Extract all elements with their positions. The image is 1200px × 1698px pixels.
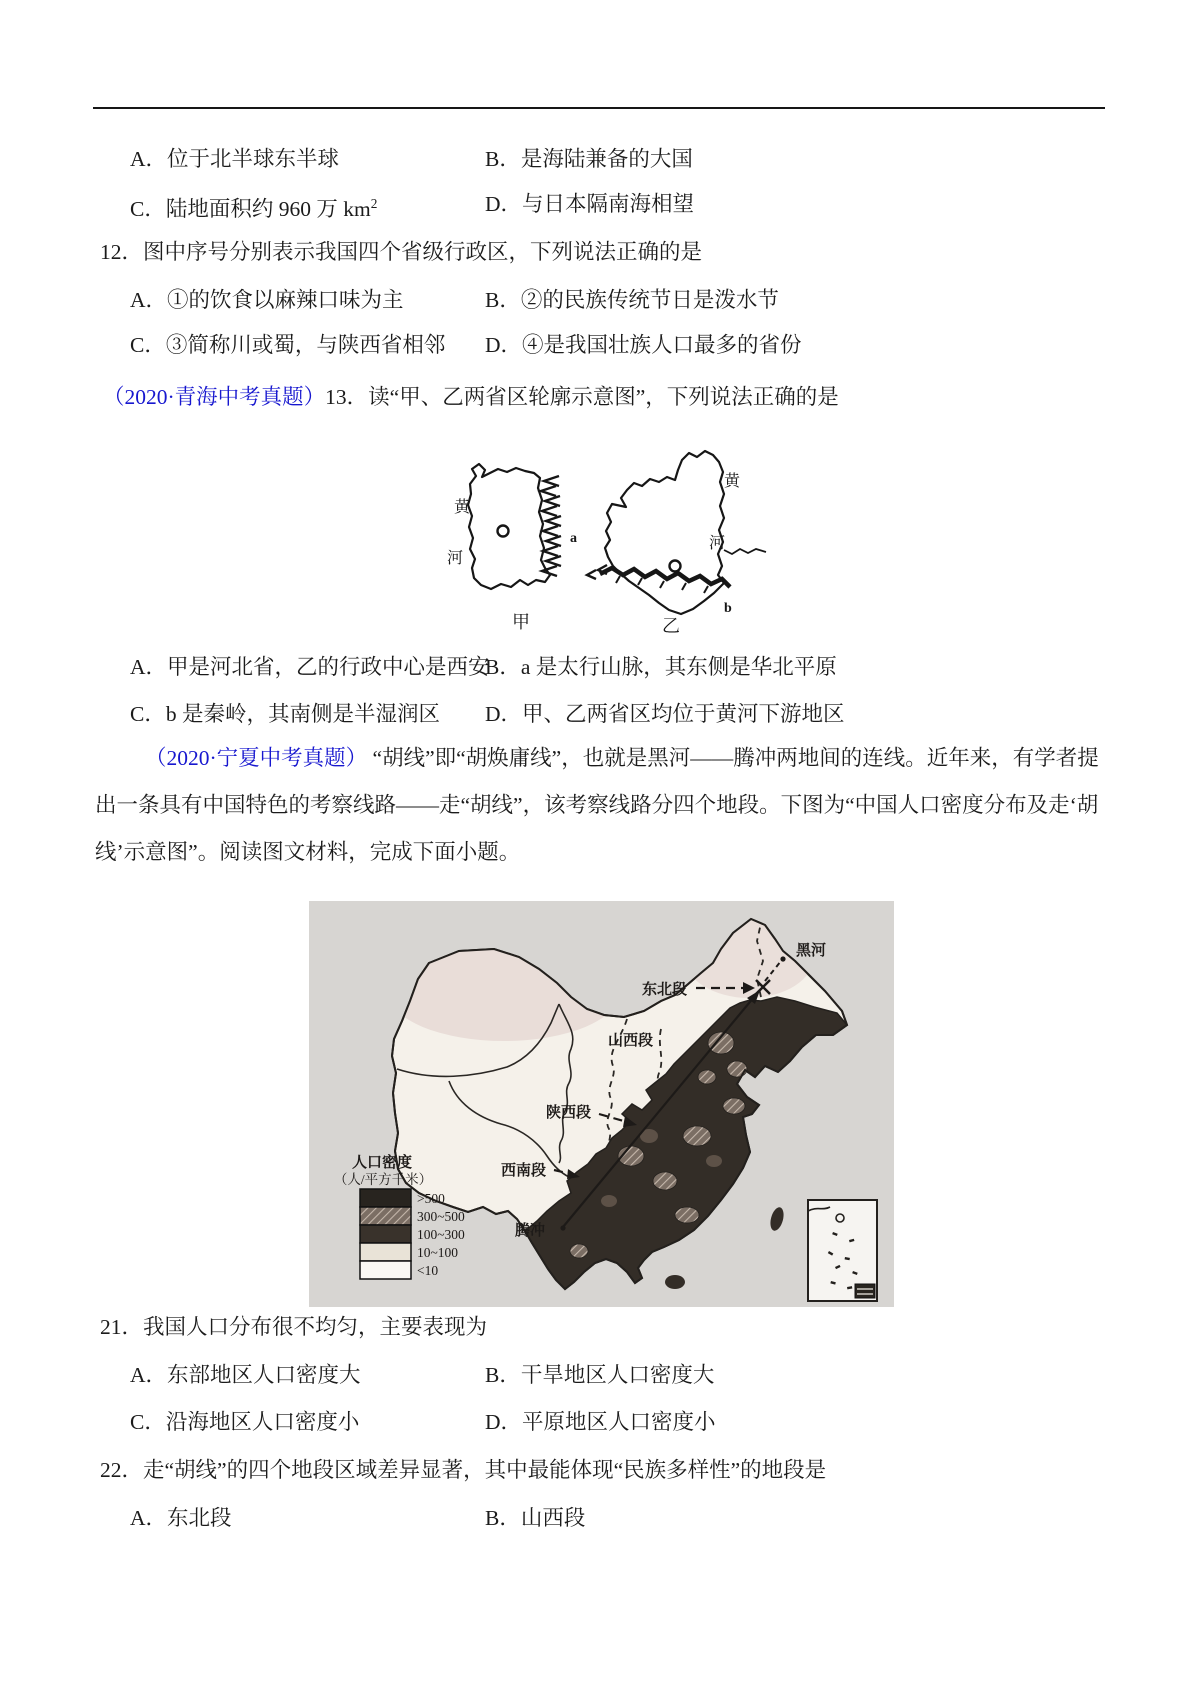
q13-source-tag: （2020·青海中考真题） [103, 385, 326, 409]
legend-label-gt500: >500 [417, 1191, 445, 1206]
legend-label-300-500: 300~500 [417, 1209, 465, 1224]
q12-option-c: C．③简称川或蜀，与陕西省相邻 [130, 333, 446, 357]
shanxiduan-label: 山西段 [608, 1033, 654, 1049]
legend-label-lt10: <10 [417, 1263, 439, 1278]
map1-yi-label: 乙 [662, 616, 680, 636]
south-china-sea-inset [808, 1200, 877, 1301]
legend-swatch-100-300 [360, 1225, 411, 1243]
top-divider-line [93, 107, 1105, 109]
legend-label-100-300: 100~300 [417, 1227, 465, 1242]
q11-option-a: A．位于北半球东半球 [130, 147, 340, 171]
q11-option-c-sup: 2 [370, 196, 378, 211]
q13-option-b: B．a 是太行山脉，其东侧是华北平原 [485, 655, 837, 679]
q12-option-b: B．②的民族传统节日是泼水节 [485, 288, 779, 312]
province-jia-capital-dot [498, 526, 509, 537]
q12-stem: 12．图中序号分别表示我国四个省级行政区，下列说法正确的是 [100, 240, 703, 264]
china-population-density-map [309, 901, 894, 1312]
heihe-city-dot [780, 956, 785, 961]
passage-line2: 出一条具有中国特色的考察线路——走“胡线”，该考察线路分四个地段。下图为“中国人口密度分布及走‘胡 [95, 793, 1099, 817]
q21-stem: 21．我国人口分布很不均匀，主要表现为 [100, 1315, 488, 1339]
map1-huang-left-label: 黄 [454, 499, 471, 516]
legend-label-10-100: 10~100 [417, 1245, 459, 1260]
province-jia-outline [468, 464, 550, 589]
q22-option-a: A．东北段 [130, 1506, 232, 1530]
q22-option-b: B．山西段 [485, 1506, 586, 1530]
tengchong-label: 腾冲 [515, 1223, 546, 1239]
province-outline-map [380, 420, 800, 665]
legend-swatch-lt10 [360, 1261, 411, 1279]
passage-line3: 线’示意图”。阅读图文材料，完成下面小题。 [95, 840, 521, 864]
map1-he-right-label: 河 [709, 535, 726, 552]
tengchong-city-dot [560, 1225, 565, 1230]
legend-swatch-10-100 [360, 1243, 411, 1261]
q11-option-c [130, 191, 377, 222]
legend-title: 人口密度 [351, 1155, 413, 1171]
q21-option-d: D．平原地区人口密度小 [485, 1410, 716, 1434]
passage-line1 [145, 745, 1099, 771]
q22-stem: 22．走“胡线”的四个地段区域差异显著，其中最能体现“民族多样性”的地段是 [100, 1458, 827, 1482]
q13-option-d: D．甲、乙两省区均位于黄河下游地区 [485, 702, 845, 726]
xinanduan-label: 西南段 [501, 1163, 547, 1179]
shaanxiduan-label: 陕西段 [546, 1105, 592, 1121]
legend-subtitle: （人/平方千米） [333, 1172, 433, 1187]
q21-option-c: C．沿海地区人口密度小 [130, 1410, 360, 1434]
q11-option-c-text: C．陆地面积约 960 万 km [130, 197, 371, 222]
passage-line1-body: “胡线”即“胡焕庸线”，也就是黑河——腾冲两地间的连线。近年来，有学者提 [372, 746, 1099, 770]
q13-stem-row [103, 384, 839, 410]
q12-option-a: A．①的饮食以麻辣口味为主 [130, 288, 404, 312]
heihe-label: 黑河 [796, 943, 827, 959]
q11-option-b: B．是海陆兼备的大国 [485, 147, 693, 171]
map1-he-left-label: 河 [447, 550, 464, 567]
q11-option-d: D．与日本隔南海相望 [485, 192, 695, 216]
province-outline-svg [380, 420, 800, 660]
inset-scale-block [855, 1284, 875, 1298]
hainan-island [665, 1275, 685, 1289]
map1-a-label: a [570, 531, 577, 546]
q13-option-a: A．甲是河北省，乙的行政中心是西安 [130, 655, 490, 679]
china-map-svg [309, 901, 894, 1307]
q21-option-a: A．东部地区人口密度大 [130, 1363, 361, 1387]
mountain-ridge-a-icon [541, 476, 561, 576]
q21-option-b: B．干旱地区人口密度大 [485, 1363, 715, 1387]
q13-option-c: C．b 是秦岭，其南侧是半湿润区 [130, 702, 440, 726]
map1-huang-right-label: 黄 [724, 473, 741, 490]
legend-swatch-gt500 [360, 1189, 411, 1207]
q12-option-d: D．④是我国壮族人口最多的省份 [485, 333, 802, 357]
q13-stem: 13．读“甲、乙两省区轮廓示意图”，下列说法正确的是 [325, 385, 839, 409]
dongbeiduan-label: 东北段 [642, 982, 688, 998]
map1-b-label: b [724, 601, 732, 616]
map1-jia-label: 甲 [512, 612, 530, 632]
passage-source-tag: （2020·宁夏中考真题） [145, 746, 368, 770]
legend-swatch-300-500 [360, 1207, 411, 1225]
yellow-river-squiggle [724, 549, 766, 554]
province-yi-capital-dot [670, 561, 681, 572]
